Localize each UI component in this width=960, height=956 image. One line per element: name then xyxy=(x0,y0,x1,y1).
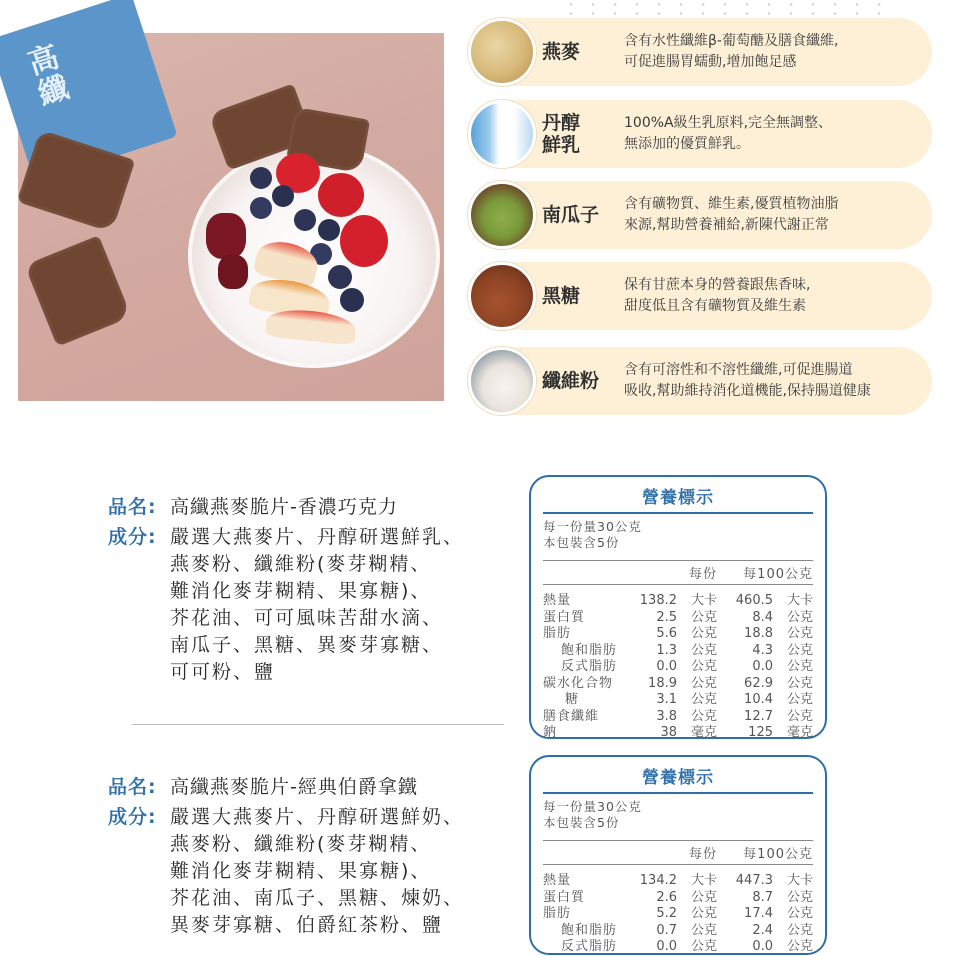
product-ingredients-label: 成分: xyxy=(108,526,157,548)
blueberry xyxy=(340,288,364,312)
value: 2.6 xyxy=(656,889,677,905)
nutrition-row xyxy=(543,890,813,907)
nutrient-name: 脂肪 xyxy=(543,906,572,921)
nutrition-row xyxy=(543,692,813,709)
per-serving-value xyxy=(621,610,717,627)
nutrition-row xyxy=(543,725,813,742)
unit: 公克 xyxy=(786,922,813,938)
nutrient-name: 糖 xyxy=(565,692,580,707)
bag-label: 高纖 xyxy=(18,40,72,113)
value: 125 xyxy=(748,725,773,740)
nutrition-row xyxy=(543,626,813,643)
ingredient-line: 南瓜子、黑糖、異麥芽寡糖、 xyxy=(170,634,444,656)
value: 10.4 xyxy=(744,692,773,707)
nutrient-name: 飽和脂肪 xyxy=(561,642,618,658)
per-100g-value xyxy=(717,725,813,742)
per-100g-value xyxy=(717,659,813,676)
value: 18.8 xyxy=(744,626,773,641)
unit: 公克 xyxy=(786,675,813,691)
unit: 公克 xyxy=(690,675,717,691)
unit: 公克 xyxy=(786,906,813,921)
nutrient-name: 反式脂肪 xyxy=(561,659,618,674)
blueberry xyxy=(250,167,272,189)
nutrient-name: 碳水化合物 xyxy=(543,675,614,691)
nutrition-row xyxy=(543,643,813,660)
section-divider xyxy=(132,724,504,725)
ingredient-name: 黑糖 xyxy=(542,285,581,307)
nutrient-name: 飽和脂肪 xyxy=(561,922,618,938)
ingredient-line: 嚴選大燕麥片、丹醇研選鮮乳、 xyxy=(170,526,465,548)
ingredient-desc: 含有水性纖維β-葡萄醣及膳食纖維, 可促進腸胃蠕動,增加飽足感 xyxy=(624,33,839,70)
nutrition-header xyxy=(543,560,813,585)
unit: 公克 xyxy=(786,659,813,674)
nutrition-title: 營養標示 xyxy=(543,763,813,794)
per-100g-value xyxy=(717,709,813,726)
value: 138.2 xyxy=(639,593,677,608)
nutrition-row xyxy=(543,676,813,693)
nutrient-name: 蛋白質 xyxy=(543,889,586,905)
ingredient-line: 難消化麥芽糊精、果寡糖)、 xyxy=(170,580,432,602)
strawberry xyxy=(340,215,388,267)
nutrition-row xyxy=(543,906,813,923)
unit: 公克 xyxy=(690,922,717,938)
product-name: 高纖燕麥脆片-經典伯爵拿鐵 xyxy=(170,776,418,798)
ingredient-brown-sugar xyxy=(468,262,932,330)
per-serving-value xyxy=(621,643,717,660)
value: 5.2 xyxy=(656,906,677,921)
value: 8.4 xyxy=(752,609,773,625)
unit: 大卡 xyxy=(690,593,717,608)
ingredient-desc: 含有礦物質、維生素,優質植物油脂 來源,幫助營養補給,新陳代謝正常 xyxy=(624,196,839,233)
per-100g-value xyxy=(717,676,813,693)
ingredient-desc: 100%A級生乳原料,完全無調整、 無添加的優質鮮乳。 xyxy=(624,115,833,152)
unit: 公克 xyxy=(690,889,717,905)
unit: 大卡 xyxy=(690,873,717,888)
value: 3.8 xyxy=(656,708,677,724)
cranberry xyxy=(218,255,248,289)
per-100g-value xyxy=(717,643,813,660)
per-100g-value xyxy=(717,593,813,610)
product-ingredients xyxy=(170,524,464,686)
unit: 公克 xyxy=(690,708,717,724)
product-info-earl-grey-latte xyxy=(108,774,464,939)
unit: 公克 xyxy=(690,642,717,658)
nutrient-name: 鈉 xyxy=(543,725,558,740)
nutrient-name: 熱量 xyxy=(543,593,572,608)
product-name-row xyxy=(108,774,464,801)
value: 447.3 xyxy=(735,873,773,888)
per-serving-header: 每份 xyxy=(688,567,717,582)
unit: 公克 xyxy=(690,939,717,954)
unit: 大卡 xyxy=(786,593,813,608)
nutrition-label-earl-grey-latte xyxy=(529,755,827,955)
nutrition-row xyxy=(543,593,813,610)
unit: 公克 xyxy=(786,626,813,641)
ingredient-name: 纖維粉 xyxy=(542,370,600,392)
per-100g-value xyxy=(717,906,813,923)
nutrition-rows xyxy=(543,593,813,742)
blueberry xyxy=(250,197,272,219)
product-ingredients-row xyxy=(108,524,464,686)
nutrient-name: 熱量 xyxy=(543,873,572,888)
ingredient-name: 丹醇 鮮乳 xyxy=(542,112,581,156)
blueberry xyxy=(328,265,352,289)
nutrition-row xyxy=(543,923,813,940)
value: 5.6 xyxy=(656,626,677,641)
value: 18.9 xyxy=(648,675,677,691)
per-serving-header: 每份 xyxy=(688,847,717,862)
per-serving-value xyxy=(621,873,717,890)
value: 38 xyxy=(660,725,677,740)
servings-per-pack: 本包裝含5份 xyxy=(543,535,620,550)
value: 17.4 xyxy=(744,906,773,921)
per-serving-value xyxy=(621,923,717,940)
serving-size: 每一份量30公克 xyxy=(543,519,642,534)
ingredient-line: 燕麥粉、纖維粉(麥芽糊精、 xyxy=(170,553,432,575)
product-photo xyxy=(18,33,444,401)
product-name-row xyxy=(108,494,464,521)
nutrition-row xyxy=(543,709,813,726)
value: 12.7 xyxy=(744,708,773,724)
product-info-chocolate xyxy=(108,494,464,686)
unit: 公克 xyxy=(786,692,813,707)
brown-sugar-icon xyxy=(468,262,536,330)
oat-flakes-icon xyxy=(468,18,536,86)
unit: 公克 xyxy=(690,659,717,674)
per-100g-value xyxy=(717,692,813,709)
value: 1.3 xyxy=(656,642,677,658)
value: 0.0 xyxy=(656,659,677,674)
unit: 毫克 xyxy=(786,725,813,740)
cranberry xyxy=(206,213,246,259)
unit: 公克 xyxy=(786,708,813,724)
strawberry xyxy=(318,173,364,217)
ingredient-name: 燕麥 xyxy=(542,41,581,63)
per-100g-value xyxy=(717,873,813,890)
ingredient-line: 燕麥粉、纖維粉(麥芽糊精、 xyxy=(170,833,432,855)
ingredient-line: 難消化麥芽糊精、果寡糖)、 xyxy=(170,860,432,882)
product-ingredients xyxy=(170,804,464,939)
nutrition-row xyxy=(543,873,813,890)
value: 3.1 xyxy=(656,692,677,707)
product-ingredients-label: 成分: xyxy=(108,806,157,828)
ingredient-line: 芥花油、南瓜子、黑糖、煉奶、 xyxy=(170,887,465,909)
fiber-powder-icon xyxy=(468,347,536,415)
per-100g-header: 每100公克 xyxy=(743,847,813,862)
ingredient-desc: 含有可溶性和不溶性纖維,可促進腸道 吸收,幫助維持消化道機能,保持腸道健康 xyxy=(624,362,871,399)
blueberry xyxy=(318,219,340,241)
value: 0.0 xyxy=(752,659,773,674)
value: 0.7 xyxy=(656,922,677,938)
unit: 公克 xyxy=(690,626,717,641)
value: 2.5 xyxy=(656,609,677,625)
unit: 大卡 xyxy=(786,873,813,888)
ingredient-oat xyxy=(468,18,932,86)
per-100g-value xyxy=(717,610,813,627)
value: 134.2 xyxy=(639,873,677,888)
nutrition-row xyxy=(543,610,813,627)
per-serving-value xyxy=(621,659,717,676)
serving-size: 每一份量30公克 xyxy=(543,799,642,814)
per-100g-value xyxy=(717,626,813,643)
nutrition-row xyxy=(543,659,813,676)
per-serving-value xyxy=(621,626,717,643)
ingredient-line: 嚴選大燕麥片、丹醇研選鮮奶、 xyxy=(170,806,465,828)
nutrient-name: 脂肪 xyxy=(543,626,572,641)
unit: 公克 xyxy=(786,642,813,658)
ingredient-fiber-powder xyxy=(468,347,932,415)
ingredient-desc: 保有甘蔗本身的營養跟焦香味, 甜度低且含有礦物質及維生素 xyxy=(624,277,811,314)
product-name-label: 品名: xyxy=(108,776,157,798)
blueberry xyxy=(294,209,316,231)
unit: 公克 xyxy=(786,609,813,625)
servings-per-pack: 本包裝含5份 xyxy=(543,815,620,830)
product-ingredients-row xyxy=(108,804,464,939)
unit: 毫克 xyxy=(690,725,717,740)
nutrition-title: 營養標示 xyxy=(543,483,813,514)
unit: 公克 xyxy=(690,692,717,707)
value: 0.0 xyxy=(656,939,677,954)
per-serving-value xyxy=(621,725,717,742)
per-100g-value xyxy=(717,923,813,940)
nutrition-header xyxy=(543,840,813,865)
per-100g-value xyxy=(717,890,813,907)
nutrient-name: 反式脂肪 xyxy=(561,939,618,954)
per-100g-header: 每100公克 xyxy=(743,567,813,582)
value: 62.9 xyxy=(744,675,773,691)
value: 0.0 xyxy=(752,939,773,954)
blueberry xyxy=(272,185,294,207)
oat-crisp xyxy=(24,235,131,347)
nutrient-name: 蛋白質 xyxy=(543,609,586,625)
unit: 公克 xyxy=(690,906,717,921)
ingredient-line: 異麥芽寡糖、伯爵紅茶粉、鹽 xyxy=(170,914,444,936)
nutrition-row xyxy=(543,939,813,956)
value: 460.5 xyxy=(735,593,773,608)
ingredient-pumpkin-seed xyxy=(468,181,932,249)
decorative-dots xyxy=(560,0,900,16)
per-serving-value xyxy=(621,709,717,726)
ingredient-line: 芥花油、可可風味苦甜水滴、 xyxy=(170,607,444,629)
per-serving-value xyxy=(621,906,717,923)
value: 8.7 xyxy=(752,889,773,905)
value: 2.4 xyxy=(752,922,773,938)
ingredient-line: 可可粉、鹽 xyxy=(170,661,276,683)
per-serving-value xyxy=(621,593,717,610)
ingredient-name: 南瓜子 xyxy=(542,204,600,226)
per-100g-value xyxy=(717,939,813,956)
nutrition-label-chocolate xyxy=(529,475,827,739)
per-serving-value xyxy=(621,692,717,709)
value: 4.3 xyxy=(752,642,773,658)
product-name: 高纖燕麥脆片-香濃巧克力 xyxy=(170,496,398,518)
unit: 公克 xyxy=(786,889,813,905)
milk-bottle-icon xyxy=(468,100,536,168)
per-serving-value xyxy=(621,939,717,956)
per-serving-value xyxy=(621,890,717,907)
nutrition-rows xyxy=(543,873,813,956)
per-serving-value xyxy=(621,676,717,693)
pumpkin-seed-icon xyxy=(468,181,536,249)
ingredient-milk xyxy=(468,100,932,168)
unit: 公克 xyxy=(786,939,813,954)
nutrient-name: 膳食纖維 xyxy=(543,708,600,724)
product-name-label: 品名: xyxy=(108,496,157,518)
unit: 公克 xyxy=(690,609,717,625)
